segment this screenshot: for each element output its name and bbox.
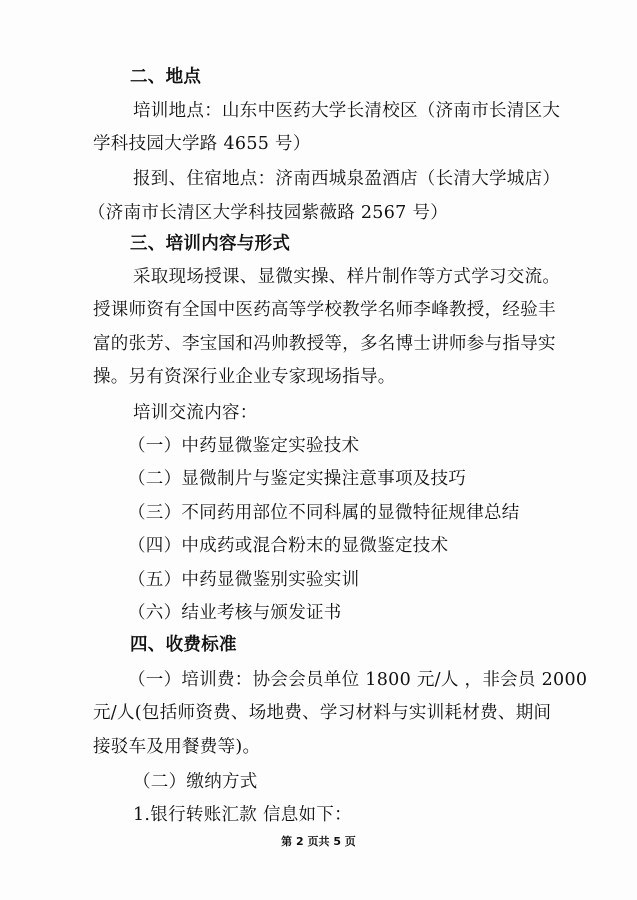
training-location-line-1: 培训地点：山东中医药大学长清校区（济南市长清区大 — [133, 101, 561, 121]
content-list-title: 培训交流内容： — [133, 403, 258, 423]
training-location-line-2: 学科技园大学路 4655 号） — [93, 134, 311, 154]
list-item: （四）中成药或混合粉末的显微鉴定技术 — [128, 536, 449, 556]
page-number-footer: 第 2 页共 5 页 — [281, 835, 356, 848]
list-item: （一）中药显微鉴定实验技术 — [128, 436, 360, 456]
payment-method-heading: （二）缴纳方式 — [133, 772, 258, 792]
format-line-4: 操。另有资深行业企业专家现场指导。 — [93, 367, 396, 387]
section-2-heading: 二、地点 — [130, 67, 202, 87]
list-item: （二）显微制片与鉴定实操注意事项及技巧 — [128, 469, 467, 489]
bank-transfer-line: 1.银行转账汇款 信息如下： — [133, 805, 352, 825]
list-item: （六）结业考核与颁发证书 — [128, 603, 342, 623]
fee-line-2: 元/人(包括师资费、场地费、学习材料与实训耗材费、期间 — [93, 703, 552, 723]
format-line-2: 授课师资有全国中医药高等学校教学名师李峰教授，经验丰 — [93, 300, 556, 320]
section-4-heading: 四、收费标准 — [130, 635, 237, 655]
accommodation-line-2: （济南市长清区大学科技园紫薇路 2567 号） — [88, 203, 449, 223]
fee-line-1: （一）培训费：协会会员单位 1800 元/人 ，非会员 2000 — [128, 670, 588, 690]
accommodation-line-1: 报到、住宿地点：济南西城泉盈酒店（长清大学城店） — [133, 169, 561, 189]
format-line-1: 采取现场授课、显微实操、样片制作等方式学习交流。 — [133, 267, 561, 287]
list-item: （五）中药显微鉴别实验实训 — [128, 570, 360, 590]
format-line-3: 富的张芳、李宝国和冯帅教授等，多名博士讲师参与指导实 — [93, 334, 556, 354]
list-item: （三）不同药用部位不同科属的显微特征规律总结 — [128, 503, 520, 523]
fee-line-3: 接驳车及用餐费等)。 — [93, 737, 261, 757]
section-3-heading: 三、培训内容与形式 — [130, 234, 291, 254]
